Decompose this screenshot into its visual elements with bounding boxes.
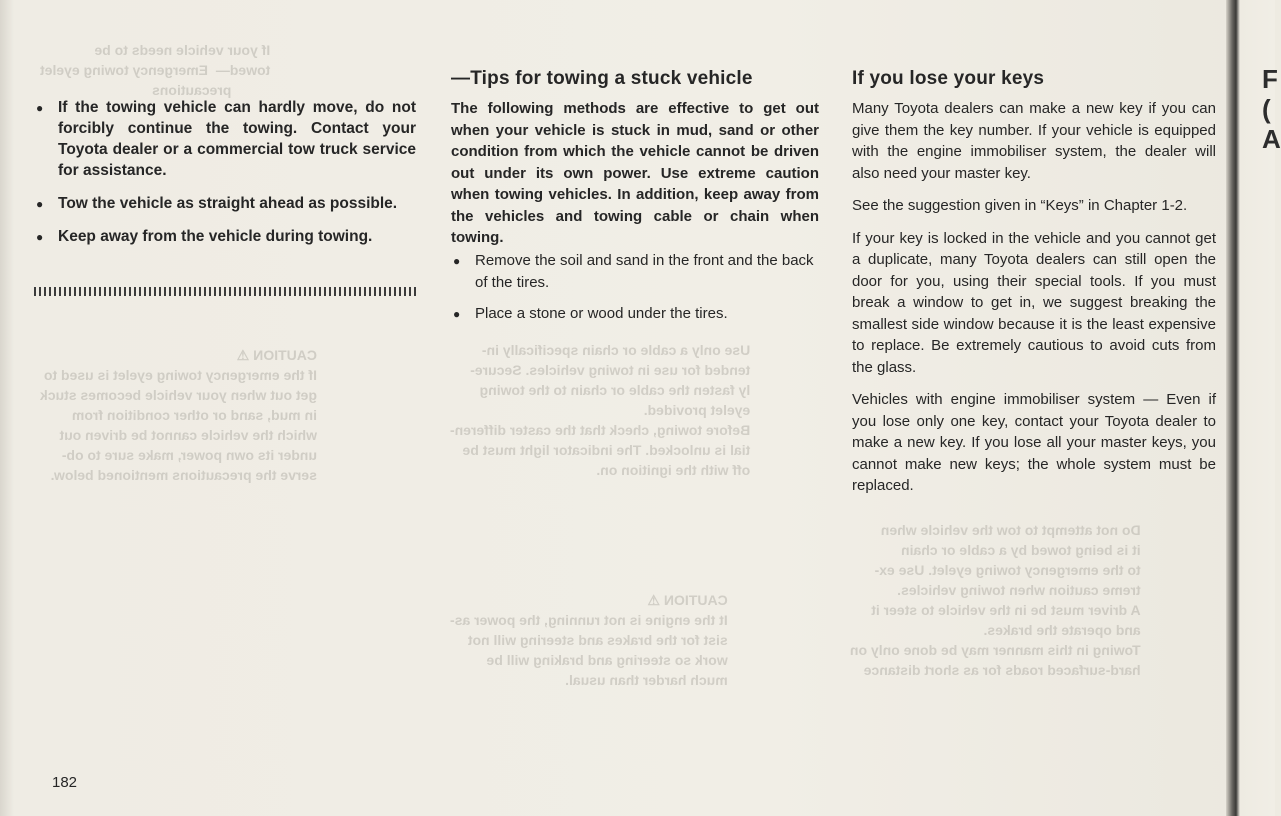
section-heading-lost-keys: If you lose your keys xyxy=(852,68,1045,89)
page-number: 182 xyxy=(52,774,78,791)
bleed-through-text: CAUTION ⚠ If the emergency towing eyelet is used to get out when your vehicle becomes stuck in mud, sand or other condition from which the vehicle cannot be driven out under its own power, make sure to ob- serve the precautions mentioned below. xyxy=(40,347,317,483)
stuck-vehicle-tips-list xyxy=(451,250,819,335)
list-item: ● Keep away from the vehicle during towing. xyxy=(34,226,416,247)
list-item: ● If the towing vehicle can hardly move, do not forcibly continue the towing. Contact your Toyota dealer or a commercial tow truck service for assistance. xyxy=(34,97,416,181)
section-heading-stuck-vehicle: —Tips for towing a stuck vehicle xyxy=(451,68,753,89)
paragraph: Many Toyota dealers can make a new key if you can give them the key number. If your vehicle is equipped with the engine immobiliser system, the dealer will also need your master key. xyxy=(852,100,1216,182)
bleed-through-text: Use only a cable or chain specifically in- tended for use in towing vehicles. Secure- ly fasten the cable or chain to the towing eyelet provided. Before towing, check that the caster differen- tial is unlocked. The indicator light must be off with the ignition on. xyxy=(450,342,751,478)
paragraph: If your key is locked in the vehicle and you cannot get a duplicate, many Toyota dealers can still open the door for you, using their special tools. If you must break a window to get in, we suggest breaking the smallest side window because it is the least expensive to replace. Be extremely cautious to avoid cuts from the glass. xyxy=(852,229,1216,376)
bleed-through-text: CAUTION ⚠ It the engine is not running, the power as- sist for the brakes and steering will not work so steering and braking will be much harder than usual. xyxy=(450,592,728,688)
list-item: ● Tow the vehicle as straight ahead as possible. xyxy=(34,193,416,214)
stuck-vehicle-intro: The following methods are effective to get out when your vehicle is stuck in mud, sand or other condition from which the vehicle cannot be driven out under its own power. Use extreme caution when towing vehicles. In addition, keep away from the vehicles and towing cable or chain when towing. xyxy=(451,100,819,246)
list-item: ● Place a stone or wood under the tires. xyxy=(451,303,819,325)
towing-precautions-list xyxy=(34,97,416,247)
list-item: ● Remove the soil and sand in the front and the back of the tires. xyxy=(451,250,819,293)
facing-page-edge xyxy=(1262,64,1281,154)
edge-letter: A xyxy=(1262,124,1281,154)
paragraph: See the suggestion given in “Keys” in Chapter 1-2. xyxy=(852,197,1188,214)
bleed-through-text: If your vehicle needs to be towed— Emergency towing eyelet precautions xyxy=(40,42,271,98)
lost-keys-body xyxy=(852,98,1216,508)
bleed-through-text: Do not attempt to tow the vehicle when it is being towed by a cable or chain to the emergency towing eyelet. Use ex- treme caution when towing vehicles. A driver must be in the vehicle to steer it and operate the brakes. Towing in this manner may be done only on hard-surfaced roads for as short distance xyxy=(850,522,1141,678)
paragraph: Vehicles with engine immobiliser system — Even if you lose only one key, contact your Toyota dealer to make a new key. If you lose all your master keys, you cannot make new keys; the whole system must be replaced. xyxy=(852,391,1216,494)
edge-letter: F xyxy=(1262,64,1278,94)
edge-letter: ( xyxy=(1262,94,1271,124)
section-end-rule xyxy=(34,287,416,296)
